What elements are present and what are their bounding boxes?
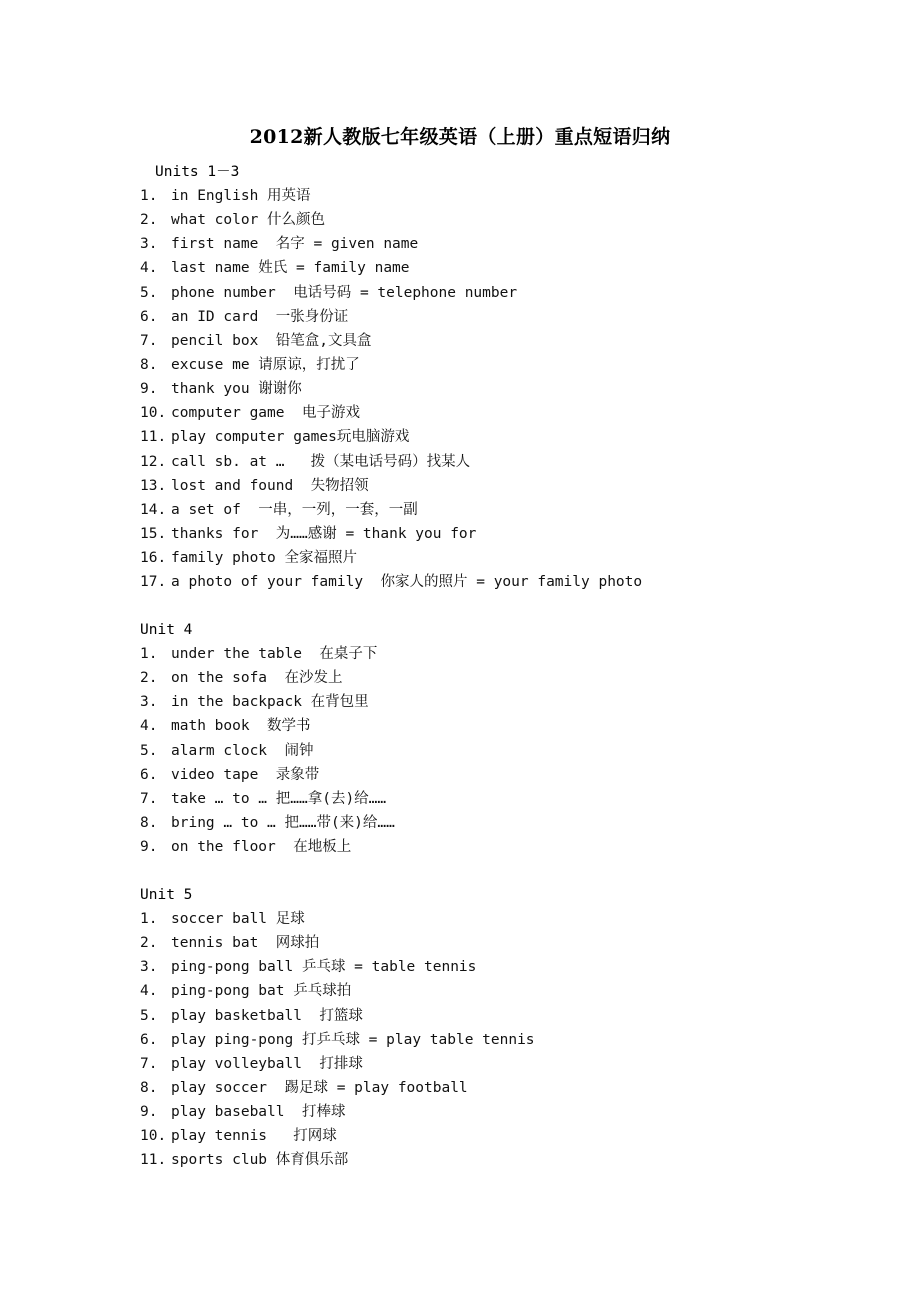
item-text: last name 姓氏 = family name bbox=[171, 260, 410, 277]
item-text: soccer ball 足球 bbox=[171, 911, 305, 927]
item-text: a photo of your family 你家人的照片 = your family photo bbox=[171, 574, 643, 591]
item-number: 7. bbox=[140, 332, 158, 349]
item-number: 6. bbox=[140, 1031, 158, 1048]
list-item bbox=[140, 353, 860, 377]
item-text: play baseball 打棒球 bbox=[171, 1104, 346, 1121]
item-number: 6. bbox=[140, 308, 158, 325]
item-number: 8. bbox=[140, 356, 158, 373]
item-text: thank you 谢谢你 bbox=[171, 381, 302, 398]
list-item bbox=[140, 305, 860, 329]
item-number: 15. bbox=[140, 525, 167, 542]
list-item bbox=[140, 377, 860, 401]
list-item bbox=[140, 570, 860, 594]
list-item bbox=[140, 184, 860, 208]
item-number: 8. bbox=[140, 814, 158, 831]
item-number: 2. bbox=[140, 670, 158, 687]
section-units-1-3 bbox=[140, 160, 860, 594]
list-item bbox=[140, 401, 860, 425]
list-item bbox=[140, 907, 860, 931]
item-number: 4. bbox=[140, 983, 158, 1000]
item-number: 3. bbox=[140, 959, 158, 976]
item-text: take … to … 把……拿(去)给…… bbox=[171, 790, 387, 807]
item-number: 6. bbox=[140, 766, 158, 783]
item-text: phone number 电话号码 = telephone number bbox=[171, 284, 518, 301]
item-text: on the sofa 在沙发上 bbox=[171, 670, 343, 687]
document-title: 2012新人教版七年级英语（上册）重点短语归纳 bbox=[249, 126, 671, 148]
item-text: family photo 全家福照片 bbox=[171, 550, 357, 567]
list-item bbox=[140, 450, 860, 474]
item-number: 2. bbox=[140, 935, 158, 952]
item-text: tennis bat 网球拍 bbox=[171, 935, 320, 952]
item-number: 13. bbox=[140, 477, 167, 494]
list-item bbox=[140, 787, 860, 811]
item-text: pencil box 铅笔盒,文具盒 bbox=[171, 332, 372, 349]
item-number: 2. bbox=[140, 212, 158, 229]
list-item bbox=[140, 498, 860, 522]
list-item bbox=[140, 1004, 860, 1028]
item-number: 9. bbox=[140, 381, 158, 398]
section-heading: Unit 4 bbox=[140, 622, 193, 638]
item-text: call sb. at … 拨（某电话号码）找某人 bbox=[171, 453, 471, 470]
list-item bbox=[140, 329, 860, 353]
list-item bbox=[140, 474, 860, 498]
list-item bbox=[140, 666, 860, 690]
item-number: 5. bbox=[140, 1007, 158, 1024]
item-number: 9. bbox=[140, 839, 158, 856]
item-text: play computer games玩电脑游戏 bbox=[171, 429, 410, 446]
item-number: 14. bbox=[140, 501, 167, 518]
list-item bbox=[140, 763, 860, 787]
list-item bbox=[140, 425, 860, 449]
item-text: a set of 一串，一列，一套，一副 bbox=[171, 501, 418, 518]
item-text: under the table 在桌子下 bbox=[171, 646, 378, 662]
section-heading: Units 1－3 bbox=[155, 164, 240, 180]
item-text: ping-pong ball 乒乓球 = table tennis bbox=[171, 959, 477, 976]
item-number: 1. bbox=[140, 646, 158, 662]
item-text: in English 用英语 bbox=[171, 188, 311, 204]
item-number: 4. bbox=[140, 260, 158, 277]
item-number: 1. bbox=[140, 188, 158, 204]
list-item bbox=[140, 522, 860, 546]
list-item bbox=[140, 835, 860, 859]
item-number: 5. bbox=[140, 284, 158, 301]
item-text: math book 数学书 bbox=[171, 718, 311, 735]
item-text: alarm clock 闹钟 bbox=[171, 742, 314, 759]
list-item bbox=[140, 714, 860, 738]
list-item bbox=[140, 690, 860, 714]
list-item bbox=[140, 955, 860, 979]
item-text: sports club 体育俱乐部 bbox=[171, 1152, 349, 1169]
item-number: 1. bbox=[140, 911, 158, 927]
item-text: computer game 电子游戏 bbox=[171, 405, 360, 422]
item-number: 7. bbox=[140, 1055, 158, 1072]
item-number: 16. bbox=[140, 550, 167, 567]
item-number: 3. bbox=[140, 236, 158, 253]
item-number: 12. bbox=[140, 453, 167, 470]
list-item bbox=[140, 931, 860, 955]
item-text: play volleyball 打排球 bbox=[171, 1055, 363, 1072]
list-item bbox=[140, 281, 860, 305]
item-number: 8. bbox=[140, 1079, 158, 1096]
item-number: 7. bbox=[140, 790, 158, 807]
item-number: 10. bbox=[140, 405, 167, 422]
item-text: lost and found 失物招领 bbox=[171, 477, 369, 494]
item-number: 3. bbox=[140, 694, 158, 711]
list-item bbox=[140, 1100, 860, 1124]
item-number: 11. bbox=[140, 1152, 167, 1169]
item-text: video tape 录象带 bbox=[171, 766, 320, 783]
section-unit-4 bbox=[140, 618, 860, 859]
list-item bbox=[140, 642, 860, 666]
list-item bbox=[140, 232, 860, 256]
item-text: excuse me 请原谅，打扰了 bbox=[171, 356, 360, 373]
item-text: play ping-pong 打乒乓球 = play table tennis bbox=[171, 1031, 535, 1048]
item-number: 17. bbox=[140, 574, 167, 591]
list-item bbox=[140, 208, 860, 232]
phrase-list bbox=[140, 184, 860, 594]
item-text: what color 什么颜色 bbox=[171, 212, 326, 229]
item-text: ping-pong bat 乒乓球拍 bbox=[171, 983, 352, 1000]
list-item bbox=[140, 739, 860, 763]
list-item bbox=[140, 1124, 860, 1148]
item-text: thanks for 为……感谢 = thank you for bbox=[171, 525, 477, 542]
section-unit-5 bbox=[140, 883, 860, 1173]
item-text: in the backpack 在背包里 bbox=[171, 694, 369, 711]
list-item bbox=[140, 1076, 860, 1100]
item-text: an ID card 一张身份证 bbox=[171, 308, 349, 325]
item-text: play soccer 踢足球 = play football bbox=[171, 1079, 468, 1096]
list-item bbox=[140, 546, 860, 570]
list-item bbox=[140, 1148, 860, 1172]
list-item bbox=[140, 1052, 860, 1076]
item-number: 10. bbox=[140, 1128, 167, 1145]
item-text: play basketball 打篮球 bbox=[171, 1007, 363, 1024]
list-item bbox=[140, 1028, 860, 1052]
item-number: 11. bbox=[140, 429, 167, 446]
item-number: 9. bbox=[140, 1104, 158, 1121]
item-text: play tennis 打网球 bbox=[171, 1128, 337, 1145]
item-number: 5. bbox=[140, 742, 158, 759]
section-heading: Unit 5 bbox=[140, 887, 193, 903]
list-item bbox=[140, 811, 860, 835]
item-text: on the floor 在地板上 bbox=[171, 839, 352, 856]
item-number: 4. bbox=[140, 718, 158, 735]
item-text: first name 名字 = given name bbox=[171, 236, 419, 253]
list-item bbox=[140, 979, 860, 1003]
phrase-list bbox=[140, 907, 860, 1173]
list-item bbox=[140, 256, 860, 280]
item-text: bring … to … 把……带(来)给…… bbox=[171, 814, 395, 831]
phrase-list bbox=[140, 642, 860, 859]
